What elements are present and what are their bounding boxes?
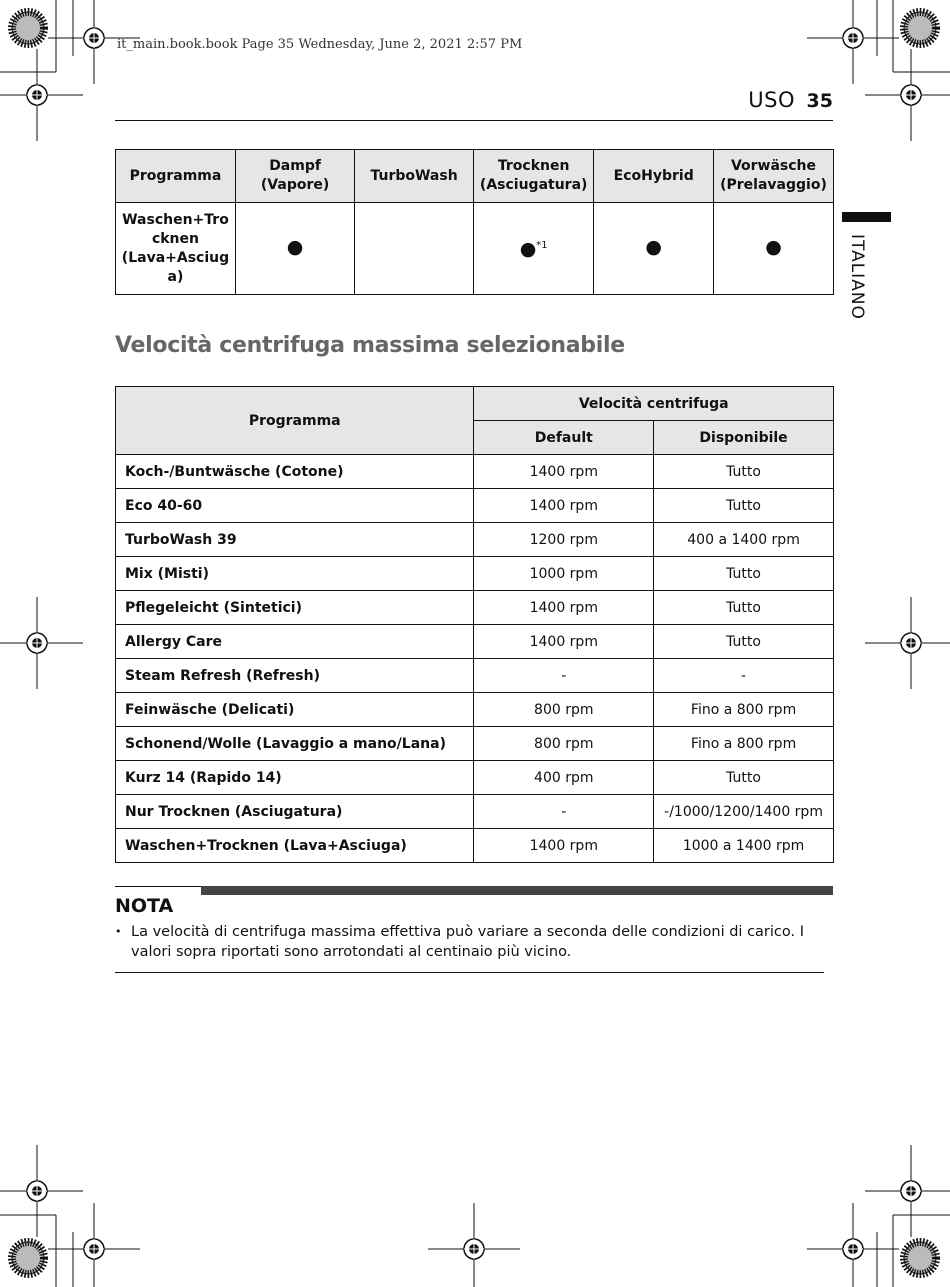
header-cell: Programma [116,150,236,203]
header-cell [473,150,594,203]
header-cell: TurboWash [355,150,474,203]
page-number: 35 [806,90,833,112]
program-name-cell: Waschen+Trocknen (Lava+Asciuga) [116,829,474,863]
registration-mark [0,597,83,689]
program-name-cell: Pflegeleicht (Sintetici) [116,591,474,625]
program-name-cell: Koch-/Buntwäsche (Cotone) [116,455,474,489]
default-speed-cell: 1400 rpm [474,489,654,523]
default-speed-cell: 1400 rpm [474,455,654,489]
registration-mark [807,0,899,84]
available-speed-cell: 1000 a 1400 rpm [654,829,834,863]
note-end-rule [115,972,824,973]
language-tab-label: ITALIANO [847,234,867,320]
header-program: Programma [116,387,474,455]
default-speed-cell: 800 rpm [474,727,654,761]
table-row [116,523,834,557]
default-speed-cell: 1400 rpm [474,591,654,625]
spin-table-body [116,455,834,863]
table-row [116,693,834,727]
note-rule [115,886,201,887]
table-row [116,455,834,489]
available-speed-cell: -/1000/1200/1400 rpm [654,795,834,829]
header-line: Trocknen [497,158,570,174]
registration-mark [865,49,950,141]
note-title: NOTA [115,895,174,917]
default-speed-cell: 1400 rpm [474,829,654,863]
available-speed-cell: Tutto [654,591,834,625]
header-cell [713,150,833,203]
default-speed-cell: 1400 rpm [474,625,654,659]
table-row [116,203,834,295]
print-info-slug: it_main.book.book Page 35 Wednesday, June 2, 2021 2:57 PM [117,37,523,52]
header-line: (Prelavaggio) [720,177,827,193]
option-cell [713,203,833,295]
header-line: Dampf [269,158,321,174]
bullet-dot-icon: ● [286,236,304,258]
option-cell [594,203,714,295]
language-tab-bar [842,212,891,222]
default-speed-cell: 1200 rpm [474,523,654,557]
bullet-dot-icon: ● [645,236,662,258]
header-default: Default [474,421,654,455]
available-speed-cell: Tutto [654,761,834,795]
program-name-cell: Steam Refresh (Refresh) [116,659,474,693]
table-header-row [116,150,834,203]
registration-mark [0,49,83,141]
registration-mark [865,597,950,689]
program-name-cell: Allergy Care [116,625,474,659]
available-speed-cell: Tutto [654,557,834,591]
available-speed-cell: - [654,659,834,693]
program-name-cell: Feinwäsche (Delicati) [116,693,474,727]
registration-mark [0,1145,83,1237]
section-title: Velocità centrifuga massima selezionabile [115,333,625,358]
registration-mark [48,1203,140,1287]
default-speed-cell: - [474,795,654,829]
table-row [116,591,834,625]
program-name-cell: TurboWash 39 [116,523,474,557]
program-options-table [115,149,834,295]
header-line: (Vapore) [260,177,330,193]
bullet-dot-icon [520,238,548,260]
color-target-mark [12,12,44,44]
spin-speed-table [115,386,834,863]
footnote-ref: *1 [536,240,548,251]
option-value: ● [519,238,537,260]
color-target-mark [904,1242,936,1274]
table-row [116,727,834,761]
default-speed-cell: 800 rpm [474,693,654,727]
table-row [116,625,834,659]
color-target-mark [12,1242,44,1274]
registration-mark [428,1203,520,1287]
table-row [116,829,834,863]
registration-mark [807,1203,899,1287]
program-name-cell: Schonend/Wolle (Lavaggio a mano/Lana) [116,727,474,761]
available-speed-cell: 400 a 1400 rpm [654,523,834,557]
table-row [116,659,834,693]
table-row [116,557,834,591]
header-line: Vorwäsche [730,158,817,174]
program-name-cell: Eco 40-60 [116,489,474,523]
option-cell [355,203,474,295]
program-name-cell: Nur Trocknen (Asciugatura) [116,795,474,829]
header-line: (Asciugatura) [479,177,588,193]
default-speed-cell: - [474,659,654,693]
program-name-cell: Mix (Misti) [116,557,474,591]
available-speed-cell: Tutto [654,455,834,489]
table-header-row [116,387,834,421]
section-name: USO [748,88,795,112]
option-cell [473,203,594,295]
program-name-cell: Kurz 14 (Rapido 14) [116,761,474,795]
note-text: La velocità di centrifuga massima effettiva può variare a seconda delle condizioni di carico. I valori sopra riportati sono arrotondati al centinaio più vicino. [131,924,805,960]
header-available: Disponibile [654,421,834,455]
color-target-mark [904,12,936,44]
header-cell [235,150,354,203]
option-cell [235,203,354,295]
note-bullet: • [115,925,122,938]
header-cell: EcoHybrid [594,150,714,203]
page-header [115,86,833,121]
bullet-dot-icon: ● [765,236,782,258]
registration-mark [865,1145,950,1237]
header-spin-speed: Velocità centrifuga [474,387,834,421]
default-speed-cell: 400 rpm [474,761,654,795]
note-bar [201,886,833,895]
table-row [116,489,834,523]
available-speed-cell: Fino a 800 rpm [654,693,834,727]
table-row [116,761,834,795]
available-speed-cell: Tutto [654,625,834,659]
program-cell: Waschen+Tro cknen (Lava+Asciug a) [116,203,236,295]
default-speed-cell: 1000 rpm [474,557,654,591]
available-speed-cell: Tutto [654,489,834,523]
available-speed-cell: Fino a 800 rpm [654,727,834,761]
table-row [116,795,834,829]
